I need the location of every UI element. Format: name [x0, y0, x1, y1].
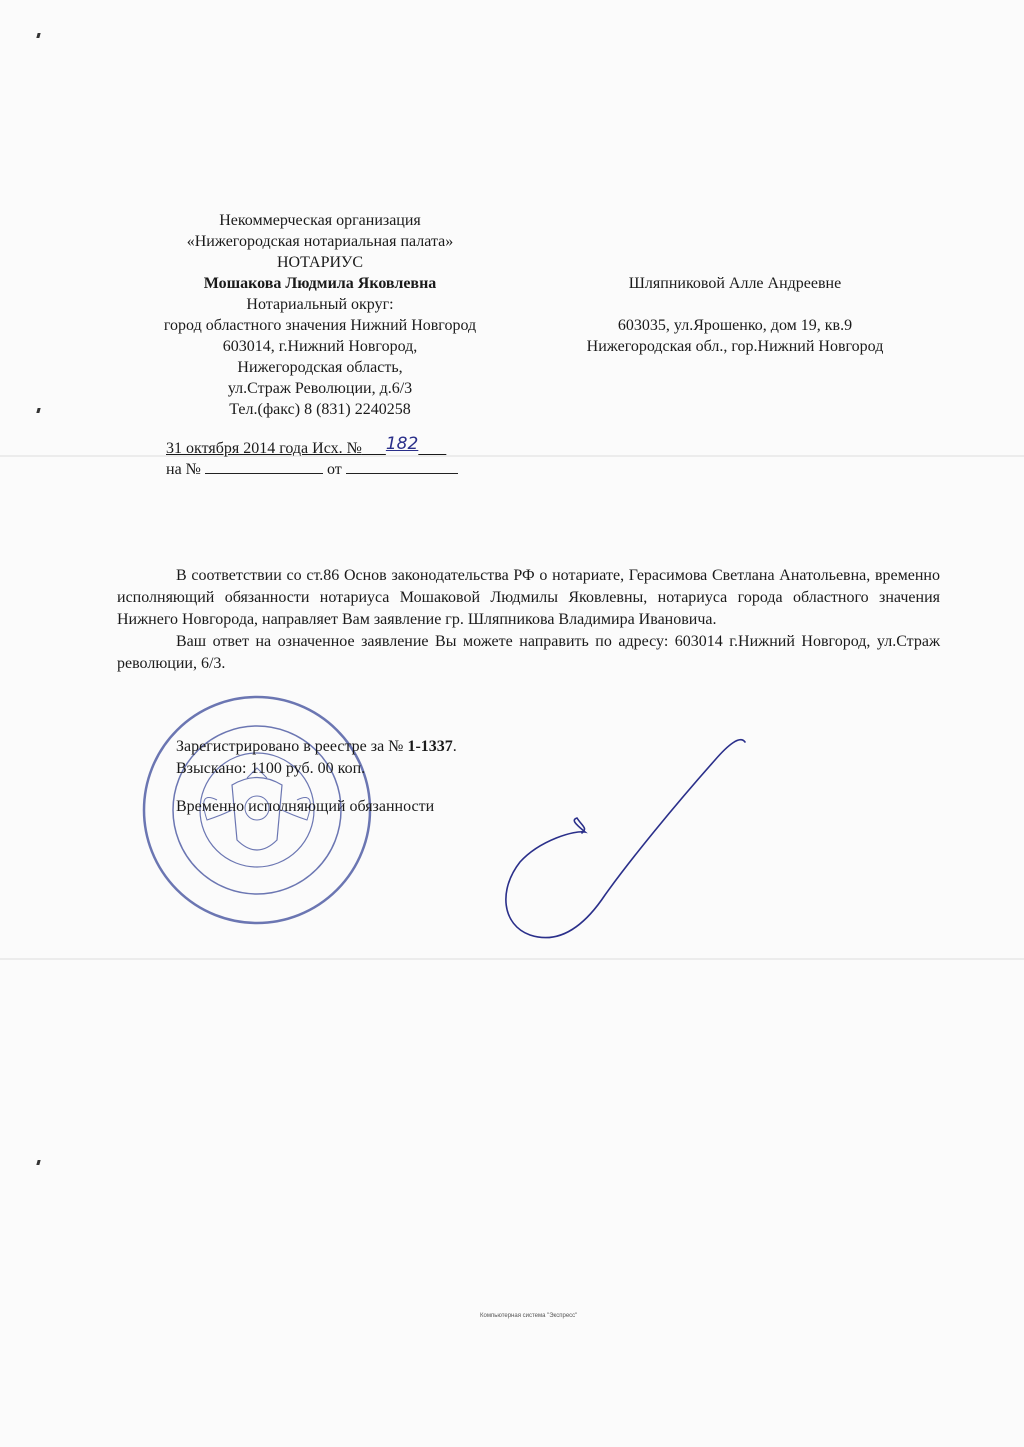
reference-block	[166, 434, 458, 480]
reply-from-label: от	[326, 461, 342, 478]
reply-number-blank	[205, 459, 323, 474]
recipient-address-line: 603035, ул.Ярошенко, дом 19, кв.9	[617, 317, 853, 334]
letter-body	[117, 565, 940, 675]
registry-label: Зарегистрировано в реестре за №	[176, 738, 404, 755]
reply-date-blank	[346, 459, 458, 474]
footer-text: Компьютерная система "Экспресс"	[480, 1313, 578, 1319]
fold-line	[0, 958, 1024, 960]
fee-text: Взыскано: 1100 руб. 00 коп.	[176, 760, 366, 777]
scan-mark	[36, 408, 40, 413]
issuer-role: НОТАРИУС	[276, 254, 364, 271]
outgoing-date: 31 октября 2014 года Исх. №	[166, 440, 362, 457]
body-paragraph: В соответствии со ст.86 Основ законодательства РФ о нотариате, Герасимова Светлана Анатольевна, временно исполняющий обязанности нотариуса Мошаковой Людмилы Яковлевны, нотариуса города областного значения Нижнего Новгорода, направляет Вам заявление гр. Шляпникова Владимира Ивановича.	[117, 567, 940, 628]
body-paragraph: Ваш ответ на означенное заявление Вы можете направить по адресу: 603014 г.Нижний Новгород, ул.Страж революции, 6/3.	[117, 633, 940, 672]
issuer-phone: Тел.(факс) 8 (831) 2240258	[229, 401, 411, 418]
recipient-address-line: Нижегородская обл., гор.Нижний Новгород	[586, 338, 884, 355]
registry-number: 1-1337	[407, 738, 453, 755]
issuer-district-label: Нотариальный округ:	[246, 296, 394, 313]
issuer-name: Мошакова Людмила Яковлевна	[203, 275, 437, 292]
outgoing-number: 182	[385, 434, 419, 454]
handwritten-signature	[490, 730, 760, 950]
issuer-chamber: «Нижегородская нотариальная палата»	[186, 233, 454, 250]
registration-block: Зарегистрировано в реестре за № 1-1337. Взыскано: 1100 руб. 00 коп.	[176, 736, 457, 780]
recipient-block	[540, 273, 930, 357]
scan-mark	[36, 1160, 40, 1165]
issuer-address-line: Нижегородская область,	[237, 359, 403, 376]
reply-prefix: на №	[166, 461, 201, 478]
issuer-district: город областного значения Нижний Новгород	[163, 317, 477, 334]
issuer-block	[110, 210, 530, 420]
issuer-org-type: Некоммерческая организация	[219, 212, 421, 229]
recipient-name: Шляпниковой Алле Андреевне	[628, 275, 842, 292]
signature-title: Временно исполняющий обязанности	[176, 798, 435, 815]
issuer-address-line: ул.Страж Революции, д.6/3	[227, 380, 413, 397]
fold-line	[0, 455, 1024, 457]
issuer-address-line: 603014, г.Нижний Новгород,	[222, 338, 418, 355]
scan-mark	[36, 33, 40, 38]
